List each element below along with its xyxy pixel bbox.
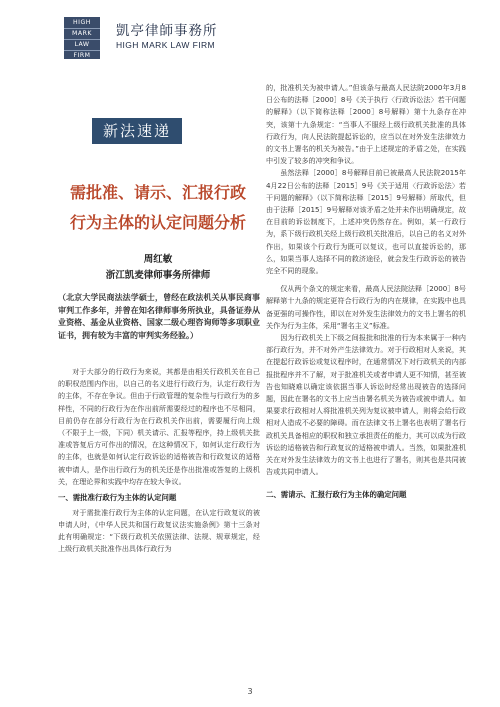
body-paragraph: 的，批准机关为被申请人。”但该条与最高人民法院2000年3月8日公布的法释［2000］8号《关于执行〈行政诉讼法〉若干问题的解释》（以下简称法释［2000］8号解释）第十九条存在冲突，该第十九条规定：“当事人不服经上级行政机关批准的具体行政行为，向人民法院提起诉讼的，应当以在对外发生法律效力的文书上署名的机关为被告。”由于上述规定的矛盾之处，在实践中引发了较多的冲突和争议。 xyxy=(266,83,466,166)
logo-line: LAW xyxy=(64,40,100,51)
logo-line: MARK xyxy=(64,29,100,40)
logo-line: HIGH xyxy=(64,18,100,29)
author-org: 浙江凯麦律师事务所律师 xyxy=(105,270,211,281)
author-name: 周红敏 xyxy=(143,254,173,265)
firm-name-chinese: 凱亭律師事務所 xyxy=(116,23,218,39)
title-line: 行为主体的认定问题分析 xyxy=(69,213,246,232)
section-heading: 一、需批准行政行为主体的认定问题 xyxy=(58,493,177,503)
section-heading: 二、需请示、汇报行政行为主体的确定问题 xyxy=(266,489,407,499)
title-line: 需批准、请示、汇报行政 xyxy=(69,183,246,202)
body-paragraph: 因为行政机关上下级之间报批和批准的行为本来属于一种内部行政行为，并不对外产生法律效力。对于行政相对人来说，其在提起行政诉讼或复议程序时，在通常情况下对行政机关的内部报批程序并不了解，对于批准机关或者申请人更不知情，甚至被告也知晓难以确定该依据当事人诉讼时经常出现被告的选择问题，因此在署名的文书上应当由署名机关为被告或被申请人。如果要求行政相对人将批准机关列为复议被申请人，则将会给行政相对人造成不必要的障碍。而在法律文书上署名也表明了署名行政机关具备相应的职权和独立承担责任的能力，其可以成为行政诉讼的适格被告和行政复议的适格被申请人。当然，如果批准机关在对外发生法律效力的文书上也进行了署名，则其也是共同被告或共同申请人。 xyxy=(266,333,466,477)
left-column xyxy=(58,366,260,555)
body-paragraph: 仅从两个条文的规定来看，最高人民法院法释［2000］8号解释第十九条的规定更符合行政行为的内在规律，在实践中也具备更强的可操作性，即以在对外发生法律效力的文书上署名的机关作为行为主体，采用“署名主义”标准。 xyxy=(266,284,466,330)
article-title xyxy=(56,178,260,238)
section-banner: 新法速递 xyxy=(92,118,182,144)
logo-line: FIRM xyxy=(73,52,91,59)
firm-logo xyxy=(64,17,100,59)
firm-name-english: HIGH MARK LAW FIRM xyxy=(116,40,215,50)
page-number: 3 xyxy=(247,687,253,696)
body-paragraph: 对于需批准行政行为主体的认定问题，在认定行政复议的被申请人时，《中华人民共和国行政复议法实施条例》第十三条对此有明确规定：“下级行政机关依照法律、法规、规章规定，经上级行政机关批准作出具体行政行为 xyxy=(58,507,260,554)
right-column xyxy=(266,82,466,503)
author-bio: （北京大学民商法法学硕士，曾经在政法机关从事民商事审判工作多年，并曾在知名律师事务所执业，具备证券从业资格、基金从业资格、国家二级心理咨询师等多项职业证书，拥有较为丰富的审判实务经验。） xyxy=(58,293,260,340)
body-paragraph: 虽然法释［2000］8号解释目前已被最高人民法院2015年4月22日公布的法释［2015］9号《关于适用〈行政诉讼法〉若干问题的解释》（以下简称法释［2015］9号解释）所取代，但由于法释［2015］9号解释对该矛盾之处并未作出明确规定，故在目前的诉讼制度下，上述冲突仍然存在。例如，某一行政行为，系下级行政机关经上级行政机关批准后，以自己的名义对外作出，如果该个行政行为既可以复议，也可以直接诉讼的，那么，如果当事人选择不同的救济途径，就会发生行政诉讼的被告完全不同的现象。 xyxy=(266,168,466,276)
author-block xyxy=(56,252,260,284)
body-paragraph: 对于大部分的行政行为来说，其都是由相关行政机关在自己的职权范围内作出，以自己的名义进行行政行为，认定行政行为的主体，不存在争议。但由于行政管理的复杂性与行政行为的多样性，不同的行政行为在作出前所需要经过的程序也不尽相同，目前仍存在部分行政行为在行政机关作出前，需要履行向上级（不限于上一级，下同）机关请示、汇报等程序，持上级机关批准或答复后方可作出的情况，在这种情况下，如何认定行政行为的主体，也就是如何认定行政诉讼的适格被告和行政复议的适格被申请人，是作出行政行为的机关还是作出批准或答复的上级机关，在理论界和实践中均存在较大争议。 xyxy=(58,367,260,486)
